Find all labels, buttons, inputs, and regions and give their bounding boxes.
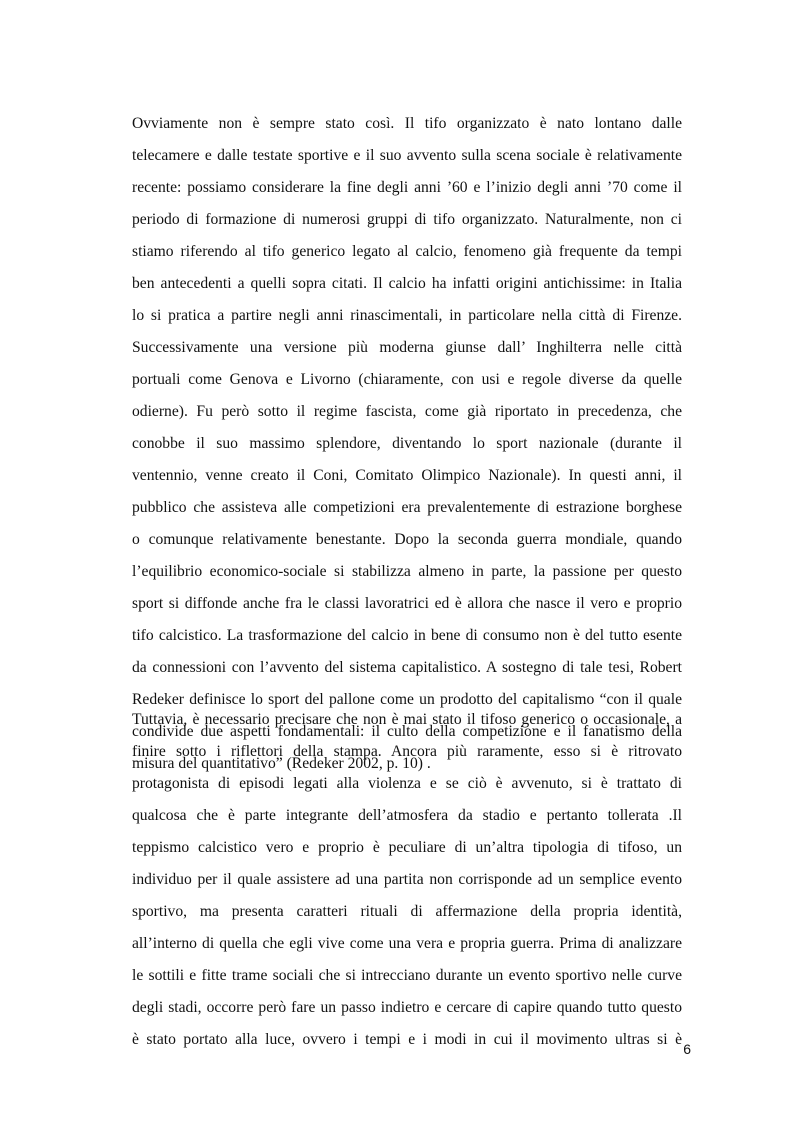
text-line: Tuttavia, è necessario precisare che non è mai stato il tifoso generico o occasionale, a xyxy=(132,711,682,728)
text-line: protagonista di episodi legati alla violenza e se ciò è avvenuto, si è trattato di xyxy=(132,775,682,792)
text-line: sportivo, ma presenta caratteri rituali di affermazione della propria identità, xyxy=(132,903,682,920)
text-line: pubblico che assisteva alle competizioni era prevalentemente di estrazione borghese xyxy=(132,499,682,516)
paragraph-1 xyxy=(132,108,682,780)
text-line: finire sotto i riflettori della stampa. Ancora più raramente, esso si è ritrovato xyxy=(132,743,682,760)
page-number: 6 xyxy=(683,1041,691,1057)
text-line: misura del quantitativo” (Redeker 2002, p. 10) . xyxy=(132,755,431,772)
text-line: Redeker definisce lo sport del pallone come un prodotto del capitalismo “con il quale xyxy=(132,691,682,708)
text-line: condivide due aspetti fondamentali: il culto della competizione e il fanatismo della xyxy=(132,723,682,740)
text-line: ben antecedenti a quelli sopra citati. Il calcio ha infatti origini antichissime: in Italia xyxy=(132,275,682,292)
text-line: telecamere e dalle testate sportive e il suo avvento sulla scena sociale è relativamente xyxy=(132,147,682,164)
text-line: portuali come Genova e Livorno (chiaramente, con usi e regole diverse da quelle xyxy=(132,371,682,388)
text-line: all’interno di quella che egli vive come una vera e propria guerra. Prima di analizzare xyxy=(132,935,682,952)
text-line: lo si pratica a partire negli anni rinascimentali, in particolare nella città di Firenze. xyxy=(132,307,682,324)
text-line: è stato portato alla luce, ovvero i tempi e i modi in cui il movimento ultras si è xyxy=(132,1031,682,1048)
text-line: stiamo riferendo al tifo generico legato al calcio, fenomeno già frequente da tempi xyxy=(132,243,682,260)
text-line: sport si diffonde anche fra le classi lavoratrici ed è allora che nasce il vero e proprio xyxy=(132,595,682,612)
text-line: individuo per il quale assistere ad una partita non corrisponde ad un semplice evento xyxy=(132,871,682,888)
text-line: conobbe il suo massimo splendore, diventando lo sport nazionale (durante il xyxy=(132,435,682,452)
text-line: qualcosa che è parte integrante dell’atmosfera da stadio e pertanto tollerata .Il xyxy=(132,807,682,824)
text-line: o comunque relativamente benestante. Dopo la seconda guerra mondiale, quando xyxy=(132,531,682,548)
text-line: ventennio, venne creato il Coni, Comitato Olimpico Nazionale). In questi anni, il xyxy=(132,467,682,484)
text-line: recente: possiamo considerare la fine degli anni ’60 e l’inizio degli anni ’70 come il xyxy=(132,179,682,196)
paragraph-2 xyxy=(132,704,682,1056)
text-line: l’equilibrio economico-sociale si stabilizza almeno in parte, la passione per questo xyxy=(132,563,682,580)
text-line: teppismo calcistico vero e proprio è peculiare di un’altra tipologia di tifoso, un xyxy=(132,839,682,856)
text-line: tifo calcistico. La trasformazione del calcio in bene di consumo non è del tutto esente xyxy=(132,627,682,644)
text-line: odierne). Fu però sotto il regime fascista, come già riportato in precedenza, che xyxy=(132,403,682,420)
text-line: degli stadi, occorre però fare un passo indietro e cercare di capire quando tutto questo xyxy=(132,999,682,1016)
text-line: Successivamente una versione più moderna giunse dall’ Inghilterra nelle città xyxy=(132,339,682,356)
text-line: Ovviamente non è sempre stato così. Il tifo organizzato è nato lontano dalle xyxy=(132,115,682,132)
text-line: periodo di formazione di numerosi gruppi di tifo organizzato. Naturalmente, non ci xyxy=(132,211,682,228)
text-line: da connessioni con l’avvento del sistema capitalistico. A sostegno di tale tesi, Robert xyxy=(132,659,682,676)
text-line: le sottili e fitte trame sociali che si intrecciano durante un evento sportivo nelle curve xyxy=(132,967,682,984)
